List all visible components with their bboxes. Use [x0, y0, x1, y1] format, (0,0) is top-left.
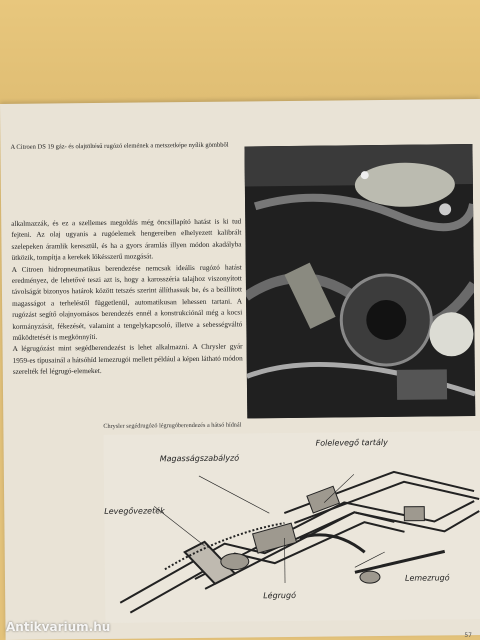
- label-legrugo: Légrugó: [263, 590, 297, 601]
- paragraph: A Citroen hidropneumatikus berendezése nemcsak ideális rugózó hatást eredményez, de lehetővé teszi azt is, hogy a karosszéria talajhoz viszonyított távolságát bizonyos határok között tetszés szerint állíthassuk be, és a beállított magasságot a terheléstől függetlenül, automatikusan lehessen tartani. A rugózást segítő olajnyomásos berendezés ennél a konstrukciónál még a kocsi kormányzását, fékezését, valamint a tengelykapcsoló, illetve a sebességváltó működtetését is megkönnyíti.: [11, 263, 243, 342]
- watermark: Antikvarium.hu: [6, 620, 111, 634]
- chassis-diagram: [103, 431, 480, 623]
- paragraph: A légrugózást mint segédberendezést is lehet alkalmazni. A Chrysler gyár 1959-es típusainál a hátsóhíd lemezrugói mellett például a képen látható módon szerelték fel légrugó-elemeket.: [12, 342, 243, 377]
- label-lemezrugo: Lemezrugó: [404, 573, 450, 583]
- article-body: [11, 216, 243, 378]
- engine-photo-art: [244, 144, 475, 418]
- paragraph: alkalmazzák, és ez a szellemes megoldás még öncsillapító hatást is ki tud fejteni. Az olaj ugyanis a rugóelemek hengereiben elhelyezett kalibrált szelepeken áramlik keresztül, és ha a gyors áramlás illyen módon akadályba ütközik, tompítja a kerekek lökésszerű mozgását.: [11, 217, 242, 263]
- diagram-caption: Chrysler segédrugózó légrugóberendezés a hátsó hídnál: [103, 421, 242, 430]
- photo-caption: A Citroen DS 19 gáz- és olajtöltésű rugózó elemének a metszetképe nyílik gömbből: [10, 141, 229, 151]
- engine-photo: [244, 144, 475, 418]
- book-page: [0, 99, 480, 640]
- label-folevego-tartaly: Folelevegő tartály: [315, 437, 388, 448]
- label-levegovezetek: Levegővezeték: [104, 506, 165, 516]
- background-top: [0, 0, 480, 112]
- label-magassagszabalyzo: Magasságszabályzó: [159, 453, 240, 464]
- page-number: 57: [464, 632, 472, 639]
